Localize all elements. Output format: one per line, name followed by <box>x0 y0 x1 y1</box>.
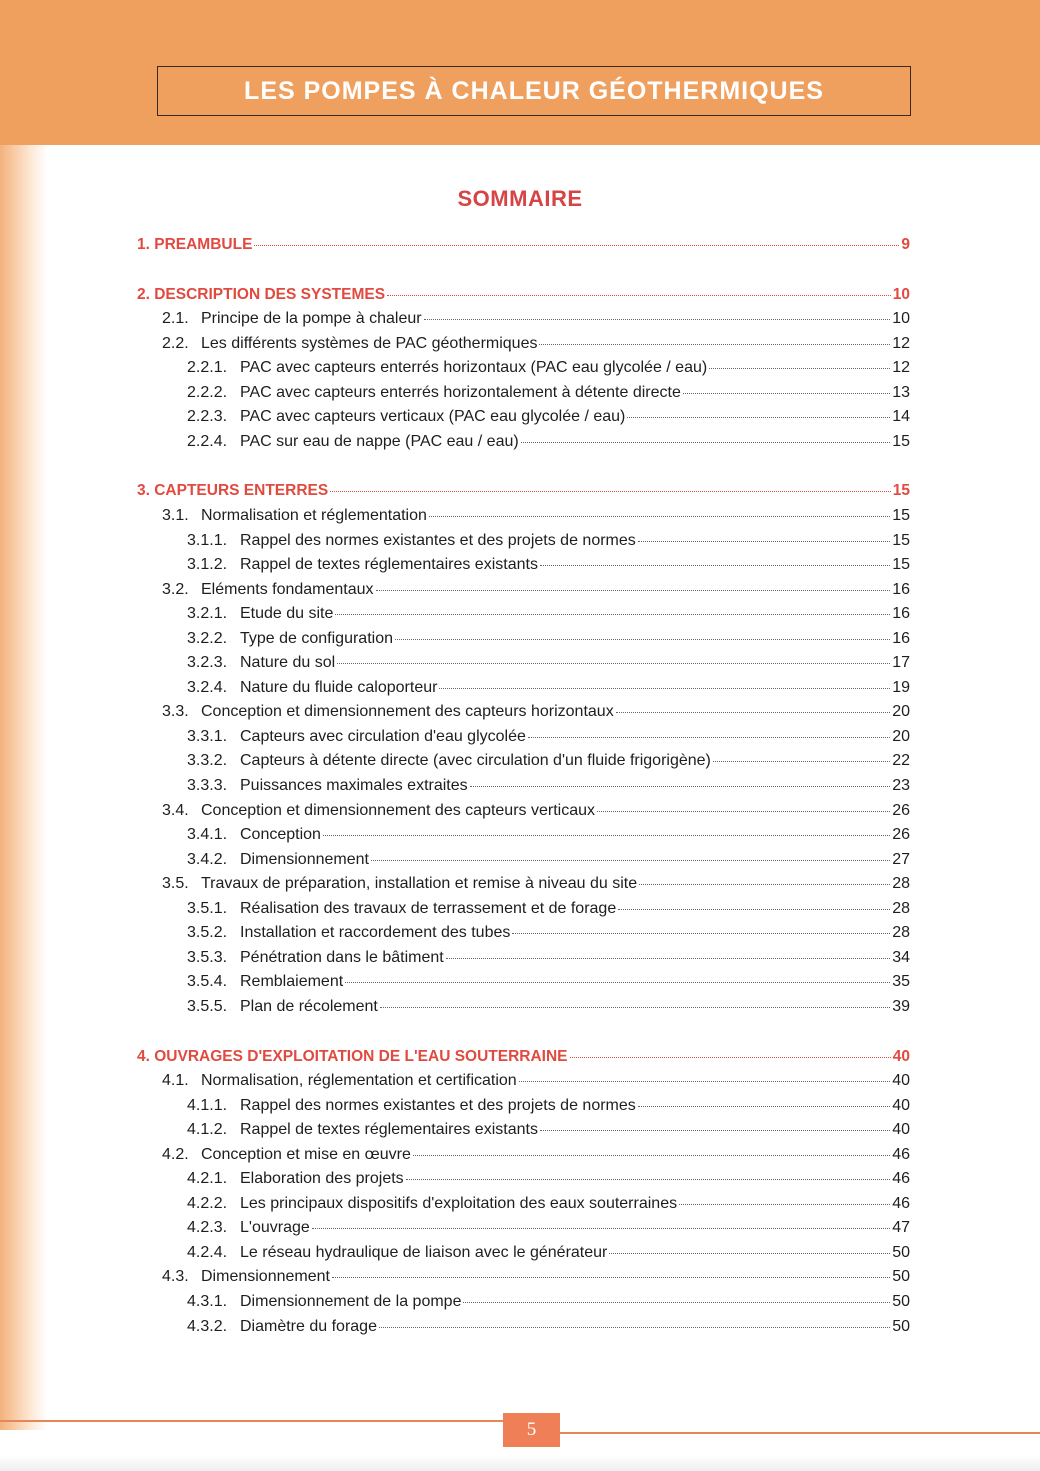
toc-entry-page: 22 <box>892 752 910 770</box>
toc-entry-number: 3.1.1. <box>187 531 228 549</box>
toc-entry-page: 10 <box>892 310 910 328</box>
toc-entry[interactable] <box>187 1195 910 1219</box>
dot-leader <box>570 1057 891 1058</box>
toc-entry[interactable] <box>187 1170 910 1194</box>
toc-entry-page: 40 <box>892 1047 910 1065</box>
dot-leader <box>512 933 890 934</box>
dot-leader <box>609 1253 890 1254</box>
toc-entry-number: 3.5.5. <box>187 997 228 1015</box>
dot-leader <box>254 245 899 246</box>
dot-leader <box>332 1277 890 1278</box>
toc-entry-number: 2.2.1. <box>187 359 228 377</box>
dot-leader <box>618 909 890 910</box>
dot-leader <box>679 1204 890 1205</box>
toc-entry-page: 50 <box>892 1293 910 1310</box>
toc-entry[interactable] <box>187 384 910 408</box>
toc-entry-title: Rappel de textes réglementaires existants <box>240 1121 538 1139</box>
toc-entry[interactable] <box>162 310 910 334</box>
dot-leader <box>540 1130 890 1131</box>
toc-section[interactable] <box>137 286 910 310</box>
toc-entry-number: 4.1.1. <box>187 1096 228 1114</box>
toc-entry-page: 15 <box>892 531 910 549</box>
toc-entry-page: 28 <box>892 924 910 942</box>
dot-leader <box>539 344 890 345</box>
toc-entry-number: 2.2. <box>162 334 189 352</box>
toc-entry[interactable] <box>187 408 910 432</box>
toc-entry-number: 3.2. <box>162 580 189 598</box>
toc-entry-page: 46 <box>892 1145 910 1163</box>
toc-entry[interactable] <box>187 826 910 850</box>
toc-entry-page: 16 <box>892 605 910 623</box>
toc-entry-page: 28 <box>892 899 910 917</box>
toc-entry-title: Nature du fluide caloporteur <box>240 678 438 696</box>
toc-entry-page: 19 <box>892 678 910 696</box>
toc-entry-number: 4.2.2. <box>187 1194 228 1212</box>
toc-entry-page: 15 <box>892 432 910 450</box>
toc-entry-number: 4.1. <box>162 1072 189 1090</box>
toc-entry-title: Rappel des normes existantes et des projets de normes <box>240 1096 636 1114</box>
toc-entry-title: Elaboration des projets <box>240 1170 404 1188</box>
toc-entry-page: 39 <box>892 997 910 1015</box>
toc-entry-number: 3.3.2. <box>187 752 228 770</box>
dot-leader <box>540 565 890 566</box>
toc-entry-page: 34 <box>892 948 910 966</box>
toc-entry-page: 40 <box>892 1121 910 1139</box>
toc-entry-number: 3.4.1. <box>187 826 228 844</box>
toc-entry[interactable] <box>187 1097 910 1121</box>
toc-entry-title: Réalisation des travaux de terrassement et de forage <box>240 899 617 917</box>
toc-entry-title: Travaux de préparation, installation et remise à niveau du site <box>201 875 638 893</box>
toc-entry-page: 15 <box>892 482 910 500</box>
toc-entry-number: 3.3. <box>162 703 189 721</box>
toc-entry-number: 3.5.4. <box>187 973 228 991</box>
dot-leader <box>528 737 890 738</box>
dot-leader <box>627 417 890 418</box>
toc-entry-number: 3.2.1. <box>187 605 228 623</box>
dot-leader <box>413 1155 890 1156</box>
dot-leader <box>424 319 891 320</box>
toc-entry[interactable] <box>162 875 910 899</box>
toc-entry-number: 3.5.2. <box>187 924 228 942</box>
dot-leader <box>380 1007 890 1008</box>
toc-entry-number: 2. DESCRIPTION DES SYSTEMES <box>137 285 386 303</box>
toc-entry-title: L'ouvrage <box>240 1219 310 1237</box>
toc-entry-number: 4. OUVRAGES D'EXPLOITATION DE L'EAU SOUTERRAINE <box>137 1047 568 1065</box>
toc-entry-page: 20 <box>892 727 910 745</box>
dot-leader <box>330 491 891 492</box>
toc-entry-title: Capteurs avec circulation d'eau glycolée <box>240 727 526 745</box>
dot-leader <box>323 835 890 836</box>
toc-entry[interactable] <box>187 433 910 457</box>
toc-entry[interactable] <box>187 1318 910 1342</box>
toc-entry-page: 40 <box>892 1072 910 1090</box>
toc-entry-title: Capteurs à détente directe (avec circulation d'un fluide frigorigène) <box>240 752 711 770</box>
toc-entry-page: 9 <box>901 236 910 253</box>
toc-entry[interactable] <box>187 1219 910 1243</box>
toc-entry-number: 3.2.2. <box>187 629 228 647</box>
dot-leader <box>638 541 890 542</box>
toc-entry[interactable] <box>187 1244 910 1268</box>
dot-leader <box>639 884 890 885</box>
toc-entry-title: PAC avec capteurs enterrés horizontaux (PAC eau glycolée / eau) <box>240 359 708 377</box>
toc-entry-title: Normalisation et réglementation <box>201 506 427 524</box>
toc-entry-title: Eléments fondamentaux <box>201 580 374 598</box>
toc-entry-title: Dimensionnement de la pompe <box>240 1293 462 1310</box>
toc-entry-title: Normalisation, réglementation et certification <box>201 1072 517 1090</box>
page-title: SOMMAIRE <box>457 186 583 211</box>
toc-entry[interactable] <box>187 630 910 654</box>
toc-entry[interactable] <box>162 1146 910 1170</box>
toc-entry-number: 4.2.4. <box>187 1243 228 1261</box>
toc-entry-page: 46 <box>892 1170 910 1188</box>
dot-leader <box>387 295 891 296</box>
toc-entry-page: 47 <box>892 1219 910 1237</box>
dot-leader <box>345 982 890 983</box>
toc-entry-title: Puissances maximales extraites <box>240 777 468 794</box>
toc-entry-number: 3.1. <box>162 506 189 524</box>
toc-entry-page: 12 <box>892 334 910 352</box>
toc-entry[interactable] <box>187 949 910 973</box>
toc-entry[interactable] <box>162 703 910 727</box>
toc-section[interactable] <box>137 1048 910 1072</box>
toc-entry-title: Type de configuration <box>240 629 393 647</box>
toc-entry-number: 4.3.1. <box>187 1293 228 1310</box>
toc-entry-number: 3.2.3. <box>187 654 228 672</box>
toc-entry-page: 40 <box>892 1096 910 1114</box>
document-title: LES POMPES À CHALEUR GÉOTHERMIQUES <box>244 76 824 105</box>
toc-entry-title: Diamètre du forage <box>240 1317 377 1335</box>
toc-entry-page: 35 <box>892 973 910 991</box>
toc-entry-number: 3.3.1. <box>187 727 228 745</box>
toc-entry[interactable] <box>187 752 910 776</box>
toc-entry-title: PAC avec capteurs verticaux (PAC eau glycolée / eau) <box>240 408 626 426</box>
toc-entry-title: Conception et mise en œuvre <box>201 1145 411 1163</box>
toc-entry[interactable] <box>187 998 910 1022</box>
toc-entry-page: 13 <box>892 383 910 401</box>
toc-entry-page: 14 <box>892 408 910 426</box>
toc-section[interactable] <box>137 236 910 260</box>
toc-entry-number: 3.3.3. <box>187 777 228 794</box>
toc-entry-page: 10 <box>892 285 910 303</box>
dot-leader <box>713 761 890 762</box>
toc-entry-page: 12 <box>892 359 910 377</box>
dot-leader <box>683 393 890 394</box>
dot-leader <box>521 442 891 443</box>
toc-entry[interactable] <box>187 605 910 629</box>
dot-leader <box>470 786 891 787</box>
toc-entry-number: 3.2.4. <box>187 678 228 696</box>
toc-entry-page: 26 <box>892 826 910 844</box>
footer-rule-right <box>560 1432 1040 1434</box>
toc-entry-title: PAC avec capteurs enterrés horizontalement à détente directe <box>240 383 681 401</box>
toc-entry-page: 28 <box>892 875 910 893</box>
toc-entry[interactable] <box>187 654 910 678</box>
toc-entry[interactable] <box>187 532 910 556</box>
toc-entry-title: Nature du sol <box>240 654 336 672</box>
toc-entry-page: 15 <box>892 506 910 524</box>
toc-entry-title: Conception et dimensionnement des capteurs horizontaux <box>201 703 614 721</box>
toc-entry[interactable] <box>162 581 910 605</box>
toc-entry[interactable] <box>187 851 910 875</box>
toc-entry-title: Remblaiement <box>240 973 344 991</box>
toc-entry-number: 4.1.2. <box>187 1121 228 1139</box>
toc-entry-title: Conception <box>240 826 321 844</box>
toc-entry-page: 46 <box>892 1194 910 1212</box>
toc-entry[interactable] <box>162 1072 910 1096</box>
toc-entry[interactable] <box>162 1268 910 1292</box>
toc-entry[interactable] <box>187 556 910 580</box>
toc-entry-page: 17 <box>892 654 910 672</box>
toc-entry-title: Le réseau hydraulique de liaison avec le générateur <box>240 1243 608 1261</box>
toc-entry-page: 50 <box>892 1268 910 1286</box>
toc-entry-number: 4.3.2. <box>187 1317 228 1335</box>
bottom-shadow <box>0 1455 1040 1471</box>
dot-leader <box>616 712 891 713</box>
toc-entry[interactable] <box>187 359 910 383</box>
dot-leader <box>597 811 890 812</box>
toc-entry[interactable] <box>162 507 910 531</box>
toc-entry-title: Etude du site <box>240 605 334 623</box>
dot-leader <box>429 516 890 517</box>
dot-leader <box>312 1228 890 1229</box>
toc-entry-title: Dimensionnement <box>201 1268 330 1286</box>
toc-entry-number: 4.2.1. <box>187 1170 228 1188</box>
toc-section[interactable] <box>137 482 910 506</box>
toc-entry[interactable] <box>187 973 910 997</box>
toc-entry-number: 3.1.2. <box>187 556 228 574</box>
toc-entry-title: Principe de la pompe à chaleur <box>201 310 422 328</box>
dot-leader <box>446 958 891 959</box>
toc-entry-number: 2.1. <box>162 310 189 328</box>
toc-entry[interactable] <box>187 777 910 801</box>
toc-entry-title: Pénétration dans le bâtiment <box>240 948 444 966</box>
toc-entry-title: Les différents systèmes de PAC géothermiques <box>201 334 538 352</box>
toc-entry-page: 16 <box>892 580 910 598</box>
toc-entry-title: Rappel de textes réglementaires existants <box>240 556 538 574</box>
toc-entry-number: 3.4. <box>162 801 189 819</box>
toc-entry-number: 4.2.3. <box>187 1219 228 1237</box>
dot-leader <box>439 688 890 689</box>
toc-entry-number: 3.5.1. <box>187 899 228 917</box>
toc-entry-title: Rappel des normes existantes et des projets de normes <box>240 531 636 549</box>
dot-leader <box>395 639 890 640</box>
toc-entry-page: 20 <box>892 703 910 721</box>
dot-leader <box>337 663 890 664</box>
dot-leader <box>376 590 891 591</box>
toc-entry-number: 3. CAPTEURS ENTERRES <box>137 482 329 500</box>
dot-leader <box>709 368 890 369</box>
toc-entry-page: 27 <box>892 850 910 868</box>
toc-entry[interactable] <box>187 728 910 752</box>
toc-entry-number: 3.5. <box>162 875 189 893</box>
toc-entry[interactable] <box>187 679 910 703</box>
dot-leader <box>638 1106 890 1107</box>
toc-entry-title: Les principaux dispositifs d'exploitation des eaux souterraines <box>240 1194 678 1212</box>
dot-leader <box>379 1327 890 1328</box>
toc-entry-number: 3.5.3. <box>187 948 228 966</box>
toc-entry-number: 2.2.4. <box>187 432 228 450</box>
toc-entry[interactable] <box>187 900 910 924</box>
toc-entry[interactable] <box>187 1121 910 1145</box>
dot-leader <box>335 614 890 615</box>
toc-entry-title: Conception et dimensionnement des capteurs verticaux <box>201 801 595 819</box>
toc-entry[interactable] <box>187 1293 910 1317</box>
toc-entry[interactable] <box>187 924 910 948</box>
toc-entry-number: 2.2.3. <box>187 408 228 426</box>
dot-leader <box>371 860 890 861</box>
footer-rule-left <box>0 1420 503 1422</box>
toc-entry-number: 1. PREAMBULE <box>137 236 253 253</box>
toc-entry-title: Plan de récolement <box>240 997 378 1015</box>
toc-entry-title: Dimensionnement <box>240 850 369 868</box>
toc-entry-page: 23 <box>892 777 910 794</box>
toc-entry-title: PAC sur eau de nappe (PAC eau / eau) <box>240 432 519 450</box>
page-number: 5 <box>503 1413 560 1447</box>
toc-entry-number: 3.4.2. <box>187 850 228 868</box>
toc-entry-number: 2.2.2. <box>187 383 228 401</box>
dot-leader <box>463 1302 890 1303</box>
toc-entry-number: 4.2. <box>162 1145 189 1163</box>
toc-entry-number: 4.3. <box>162 1268 189 1286</box>
toc-entry-page: 50 <box>892 1317 910 1335</box>
dot-leader <box>406 1179 891 1180</box>
toc-entry-title: Installation et raccordement des tubes <box>240 924 511 942</box>
toc-entry-page: 50 <box>892 1243 910 1261</box>
toc-entry-page: 16 <box>892 629 910 647</box>
toc-entry-page: 15 <box>892 556 910 574</box>
toc-entry[interactable] <box>162 335 910 359</box>
dot-leader <box>519 1081 891 1082</box>
toc-entry[interactable] <box>162 802 910 826</box>
toc-entry-page: 26 <box>892 801 910 819</box>
